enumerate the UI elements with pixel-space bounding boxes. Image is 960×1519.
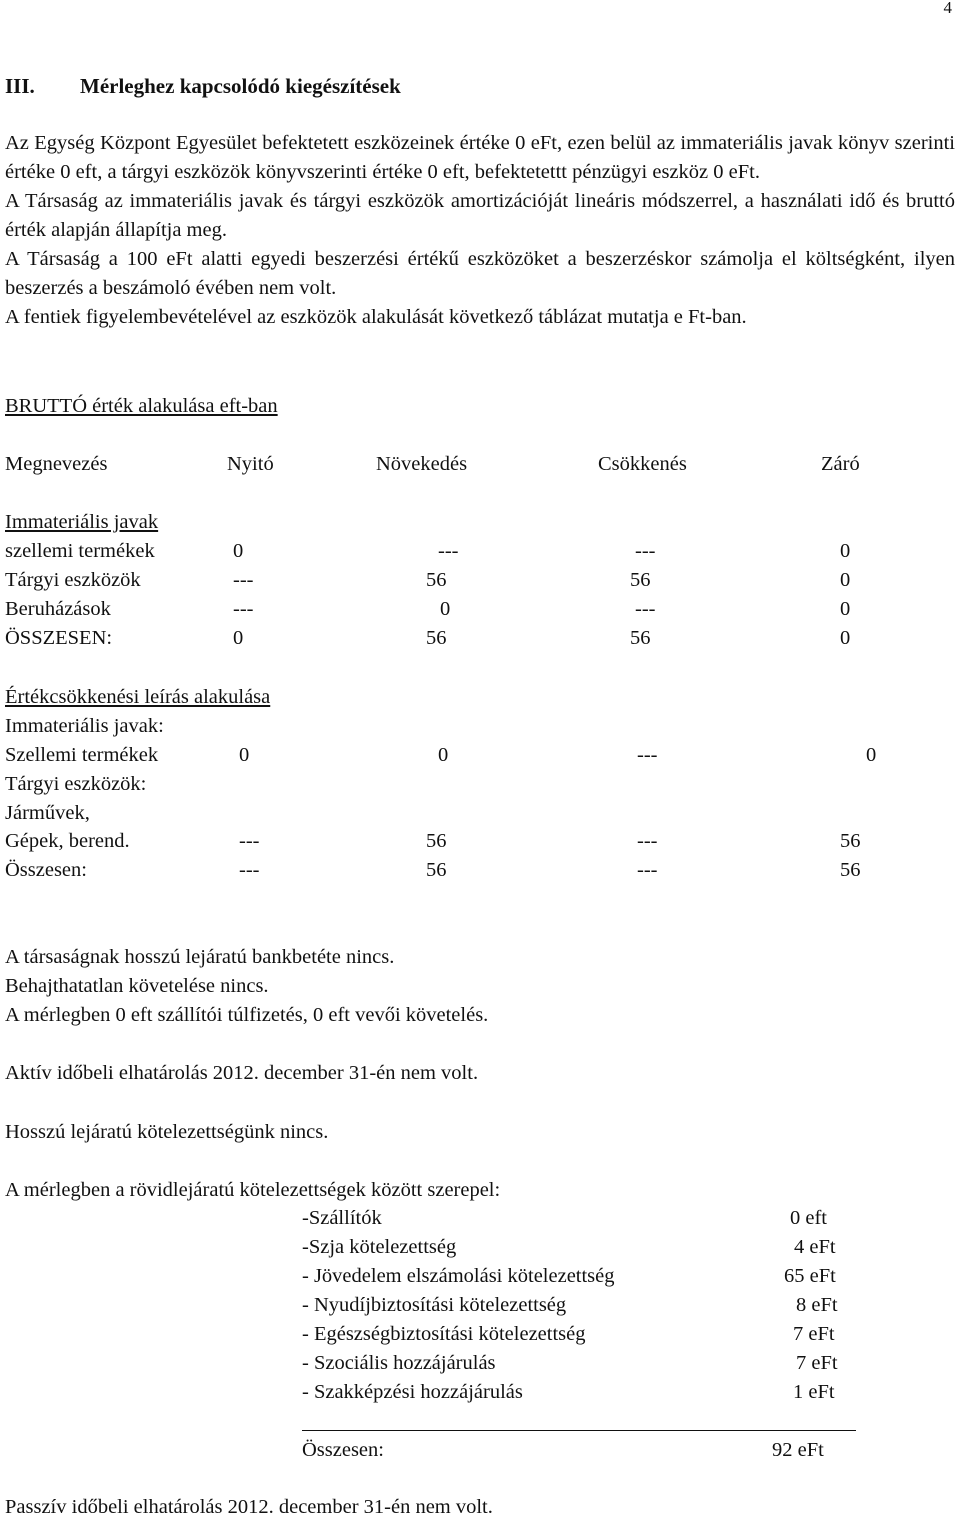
row-name: Tárgyi eszközök (5, 569, 141, 591)
intro-paragraph: A Társaság a 100 eFt alatti egyedi beszerzési értékű eszközöket a beszerzéskor számolja el költségként, ilyen beszerzés a beszámoló évében nem volt. (5, 248, 955, 299)
depreciation-title: Értékcsökkenési leírás alakulása (5, 686, 271, 708)
section-heading (5, 74, 401, 99)
cell-zaro: 0 (840, 569, 851, 591)
cell-novekedes: 56 (426, 569, 447, 591)
page-number: 4 (943, 0, 952, 17)
intro-paragraph: A Társaság az immateriális javak és tárgyi eszközök amortizációját lineáris módszerrel, a használati idő és bruttó érték alapján állapítja meg. (5, 190, 955, 241)
cell-value: --- (637, 744, 658, 766)
cell-nyito: --- (233, 598, 254, 620)
row-name: Szellemi termékek (5, 744, 159, 766)
row-name: Beruházások (5, 598, 111, 620)
row-name: Gépek, berend. (5, 830, 130, 852)
cell-novekedes: 56 (426, 627, 447, 649)
depreciation-vehicles-label: Járművek, (5, 802, 90, 824)
liability-value: 65 eFt (784, 1265, 836, 1287)
cell-value: 0 (866, 744, 877, 766)
liability-value: 0 eft (790, 1207, 827, 1229)
note-line: Behajthatatlan követelése nincs. (5, 975, 269, 997)
liability-value: 7 eFt (793, 1323, 835, 1345)
liability-name: - Jövedelem elszámolási kötelezettség (302, 1265, 615, 1287)
intro-paragraph: A fentiek figyelembevételével az eszközök alakulását következő táblázat mutatja e Ft-ban. (5, 306, 747, 328)
liability-value: 7 eFt (796, 1352, 838, 1374)
depreciation-immaterial-label: Immateriális javak: (5, 715, 164, 737)
cell-nyito: --- (233, 569, 254, 591)
total-divider (302, 1430, 856, 1431)
cell-csokkenes: 56 (630, 569, 651, 591)
cell-value: 0 (438, 744, 449, 766)
row-name: Összesen: (5, 859, 87, 881)
note-line: Aktív időbeli elhatárolás 2012. december 31-én nem volt. (5, 1062, 479, 1084)
cell-value: 0 (239, 744, 250, 766)
section-number: III. (5, 74, 35, 98)
cell-csokkenes: --- (635, 598, 656, 620)
cell-nyito: 0 (233, 540, 244, 562)
note-line: Hosszú lejáratú kötelezettségünk nincs. (5, 1121, 329, 1143)
cell-csokkenes: --- (635, 540, 656, 562)
liability-name: - Egészségbiztosítási kötelezettség (302, 1323, 586, 1345)
row-name: ÖSSZESEN: (5, 627, 113, 649)
header-zaro: Záró (821, 453, 860, 475)
header-nyito: Nyitó (227, 453, 274, 475)
cell-value: 56 (426, 830, 447, 852)
cell-novekedes: --- (438, 540, 459, 562)
intro-paragraph: Az Egység Központ Egyesület befektetett eszközeinek értéke 0 eFt, ezen belül az immateriális javak könyv szerinti értéke 0 eft, a tárgyi eszközök könyvszerinti értéke 0 eft, befektetettt pénzügyi eszköz 0 eFt. (5, 132, 955, 183)
header-csokkenes: Csökkenés (598, 453, 687, 475)
liability-name: -Szállítók (302, 1207, 382, 1229)
liability-value: 4 eFt (794, 1236, 836, 1258)
cell-nyito: 0 (233, 627, 244, 649)
cell-csokkenes: 56 (630, 627, 651, 649)
liability-name: - Szociális hozzájárulás (302, 1352, 496, 1374)
note-line: A mérlegben 0 eft szállítói túlfizetés, 0 eft vevői követelés. (5, 1004, 489, 1026)
cell-value: 56 (840, 859, 861, 881)
liability-value: 1 eFt (793, 1381, 835, 1403)
total-value: 92 eFt (772, 1439, 824, 1461)
total-label: Összesen: (302, 1439, 384, 1461)
depreciation-tangible-label: Tárgyi eszközök: (5, 773, 147, 795)
brutto-title: BRUTTÓ érték alakulása eft-ban (5, 395, 278, 417)
liability-name: -Szja kötelezettség (302, 1236, 457, 1258)
liability-name: - Szakképzési hozzájárulás (302, 1381, 523, 1403)
cell-value: 56 (426, 859, 447, 881)
liability-value: 8 eFt (796, 1294, 838, 1316)
cell-value: --- (637, 859, 658, 881)
intro-text (5, 129, 955, 332)
cell-value: --- (239, 830, 260, 852)
note-line: A társaságnak hosszú lejáratú bankbetéte nincs. (5, 946, 395, 968)
cell-zaro: 0 (840, 598, 851, 620)
liability-name: - Nyudíjbiztosítási kötelezettség (302, 1294, 567, 1316)
header-megnevezes: Megnevezés (5, 453, 108, 475)
cell-zaro: 0 (840, 627, 851, 649)
cell-value: --- (239, 859, 260, 881)
row-name: szellemi termékek (5, 540, 155, 562)
header-novekedes: Növekedés (376, 453, 468, 475)
section-title: Mérleghez kapcsolódó kiegészítések (80, 74, 401, 98)
cell-zaro: 0 (840, 540, 851, 562)
final-note: Passzív időbeli elhatárolás 2012. december 31-én nem volt. (5, 1496, 493, 1518)
cell-value: 56 (840, 830, 861, 852)
brutto-group-label: Immateriális javak (5, 511, 159, 533)
cell-novekedes: 0 (440, 598, 451, 620)
cell-value: --- (637, 830, 658, 852)
note-line: A mérlegben a rövidlejáratú kötelezettségek között szerepel: (5, 1179, 501, 1201)
